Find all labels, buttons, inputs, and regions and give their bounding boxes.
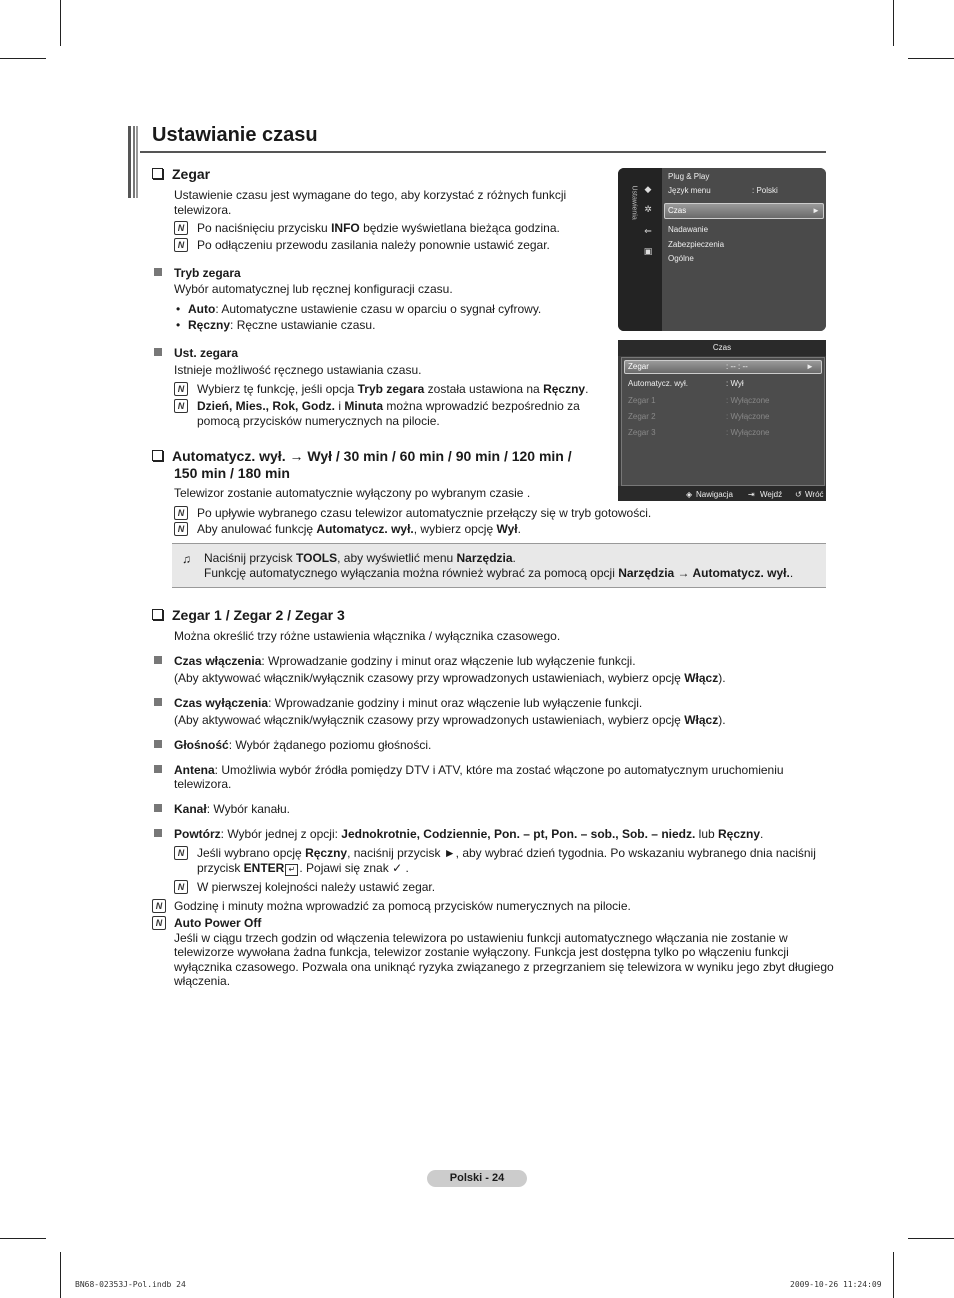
menu-item-language[interactable]: Język menu bbox=[668, 186, 711, 195]
tools-tip-line1: Naciśnij przycisk TOOLS, aby wyświetlić menu Narzędzia. bbox=[204, 551, 516, 565]
menu-item-ogolne[interactable]: Ogólne bbox=[668, 254, 694, 263]
bullet-dot: • bbox=[176, 318, 181, 332]
menu-item-nadawanie[interactable]: Nadawanie bbox=[668, 225, 709, 234]
input-icon: ⇐ bbox=[644, 226, 652, 236]
czas-row-zegar1-value: : Wyłączone bbox=[726, 396, 770, 405]
apo-line-2: telewizorze wywołana żadna funkcja, telewizor zostanie wyłączony. Funkcja jest dostępna tylko po włączeniu funkcji bbox=[174, 945, 789, 959]
czas-row-zegar2-value: : Wyłączone bbox=[726, 412, 770, 421]
checkbox-bullet-icon bbox=[152, 450, 163, 461]
support-icon: ▣ bbox=[643, 246, 653, 256]
tryb-zegara-desc: Wybór automatycznej lub ręcznej konfiguracji czasu. bbox=[174, 282, 453, 296]
footer-nav-label: Nawigacja bbox=[696, 490, 733, 499]
menu-sidebar-label: Ustawienia bbox=[630, 185, 638, 220]
czas-row-autooff[interactable]: Automatycz. wył. bbox=[628, 379, 689, 388]
auto-option: Auto: Automatyczne ustawienie czasu w oparciu o sygnał cyfrowy. bbox=[188, 302, 542, 316]
menu-arrow-icon: ► bbox=[812, 206, 820, 215]
title-decoration bbox=[128, 126, 138, 198]
section-heading-zegar123: Zegar 1 / Zegar 2 / Zegar 3 bbox=[152, 607, 345, 624]
auto-power-off-title: Auto Power Off bbox=[174, 916, 262, 930]
note-icon: N bbox=[174, 522, 188, 536]
picture-icon: ◆ bbox=[644, 184, 652, 194]
czas-row-zegar[interactable]: Zegar bbox=[628, 362, 649, 371]
zegar-note-power: Po odłączeniu przewodu zasilania należy ponownie ustawić zegar. bbox=[197, 238, 550, 252]
title-divider bbox=[140, 151, 826, 153]
section-heading-auto-off: Automatycz. wył. → Wył / 30 min / 60 min / 90 min / 120 min / bbox=[152, 448, 572, 465]
square-bullet-icon bbox=[154, 656, 162, 664]
tools-icon: ♫ bbox=[182, 552, 191, 566]
crop-mark bbox=[60, 0, 61, 46]
godziny-note: Godzinę i minuty można wprowadzić za pomocą przycisków numerycznych na pilocie. bbox=[174, 899, 631, 913]
tools-tip-line2: Funkcję automatycznego wyłączania można również wybrać za pomocą opcji Narzędzia → Automatycz. wył.. bbox=[204, 566, 794, 580]
apo-line-3: wyłącznika czasowego. Pozwala ona uniknąć ryzyka związanego z przegrzaniem się telewizora w wyniku jego zbyt długiego bbox=[174, 960, 834, 974]
page-title: Ustawianie czasu bbox=[152, 124, 318, 146]
crop-mark bbox=[893, 1252, 894, 1298]
note-icon: N bbox=[174, 399, 188, 413]
czas-row-autooff-value: : Wył bbox=[726, 379, 744, 388]
menu-item-plug-play[interactable]: Plug & Play bbox=[668, 172, 710, 181]
tryb-zegara-title: Tryb zegara bbox=[174, 266, 241, 280]
ust-zegara-desc: Istnieje możliwość ręcznego ustawiania czasu. bbox=[174, 363, 422, 377]
zegar-intro: Ustawienie czasu jest wymagane do tego, aby korzystać z różnych funkcji telewizora. bbox=[174, 188, 567, 217]
menu-highlight bbox=[664, 203, 824, 219]
ust-note-2: Dzień, Mies., Rok, Godz. i Minuta można wprowadzić bezpośrednio za pomocą przycisków numerycznych na pilocie. bbox=[197, 399, 580, 428]
note-icon: N bbox=[174, 846, 188, 860]
antena-line2: telewizora. bbox=[174, 777, 232, 791]
note-icon: N bbox=[174, 221, 188, 235]
crop-mark bbox=[60, 1252, 61, 1298]
check-icon: ✓ bbox=[392, 861, 403, 875]
note-icon: N bbox=[174, 880, 188, 894]
return-icon: ↺ bbox=[795, 490, 802, 499]
czas-row-zegar1[interactable]: Zegar 1 bbox=[628, 396, 656, 405]
note-icon: N bbox=[174, 506, 188, 520]
reczny-option: Ręczny: Ręczne ustawianie czasu. bbox=[188, 318, 376, 332]
ust-note-1: Wybierz tę funkcję, jeśli opcja Tryb zegara została ustawiona na Ręczny. bbox=[197, 382, 589, 396]
antena: Antena: Umożliwia wybór źródła pomiędzy DTV i ATV, które ma zostać włączone po automatycznym uruchomieniu bbox=[174, 763, 784, 777]
apo-line-1: Jeśli w ciągu trzech godzin od włączenia telewizora po ustawieniu funkcji automatycznego włączania nie zostanie w bbox=[174, 931, 788, 945]
footer-enter-label: Wejdź bbox=[760, 490, 783, 499]
menu-arrow-icon: ► bbox=[806, 362, 814, 371]
menu-item-czas[interactable]: Czas bbox=[668, 206, 687, 215]
czas-menu-body bbox=[621, 357, 825, 486]
square-bullet-icon bbox=[154, 740, 162, 748]
square-bullet-icon bbox=[154, 698, 162, 706]
czas-row-zegar3[interactable]: Zegar 3 bbox=[628, 428, 656, 437]
menu-item-zabezpieczenia[interactable]: Zabezpieczenia bbox=[668, 240, 725, 249]
menu-sidebar bbox=[618, 168, 662, 331]
auto-off-note-2: Aby anulować funkcję Automatycz. wył., wybierz opcję Wył. bbox=[197, 522, 521, 536]
note-icon: N bbox=[152, 916, 166, 930]
tv-settings-menu bbox=[618, 168, 826, 331]
note-icon: N bbox=[174, 238, 188, 252]
crop-mark bbox=[0, 58, 46, 59]
settings-gear-icon: ✲ bbox=[644, 204, 652, 214]
auto-off-desc: Telewizor zostanie automatycznie wyłączony po wybranym czasie . bbox=[174, 486, 531, 500]
crop-mark bbox=[908, 1238, 954, 1239]
ust-zegara-title: Ust. zegara bbox=[174, 346, 239, 360]
czas-wylaczenia: Czas wyłączenia: Wprowadzanie godziny i minut oraz włączenie lub wyłączenie funkcji. bbox=[174, 696, 643, 710]
tv-czas-menu bbox=[618, 340, 826, 501]
kanal: Kanał: Wybór kanału. bbox=[174, 802, 290, 816]
powtorz-note-2: W pierwszej kolejności należy ustawić zegar. bbox=[197, 880, 436, 894]
tools-tip-box bbox=[172, 543, 826, 588]
menu-highlight bbox=[624, 360, 822, 374]
section-heading-zegar: Zegar bbox=[152, 166, 210, 183]
square-bullet-icon bbox=[154, 829, 162, 837]
powtorz-note-1: Jeśli wybrano opcję Ręczny, naciśnij przycisk ►, aby wybrać dzień tygodnia. Po wskazaniu wybranego dnia naciśnij bbox=[197, 846, 816, 860]
czas-row-zegar2[interactable]: Zegar 2 bbox=[628, 412, 656, 421]
section-heading-auto-off-line2: 150 min / 180 min bbox=[174, 465, 290, 481]
checkbox-bullet-icon bbox=[152, 609, 163, 620]
crop-mark bbox=[908, 58, 954, 59]
czas-wlaczenia-note: (Aby aktywować włącznik/wyłącznik czasowy przy wprowadzonych ustawieniach, wybierz opcję Włącz). bbox=[174, 671, 726, 685]
apo-line-4: włączenia. bbox=[174, 974, 231, 988]
powtorz: Powtórz: Wybór jednej z opcji: Jednokrotnie, Codziennie, Pon. – pt, Pon. – sob., Sob. – niedz. lub Ręczny. bbox=[174, 827, 764, 841]
czas-row-zegar3-value: : Wyłączone bbox=[726, 428, 770, 437]
zegar123-intro: Można określić trzy różne ustawienia włącznika / wyłącznika czasowego. bbox=[174, 629, 561, 643]
czas-row-zegar-value: : -- : -- bbox=[726, 362, 748, 371]
czas-wylaczenia-note: (Aby aktywować włącznik/wyłącznik czasowy przy wprowadzonych ustawieniach, wybierz opcję Włącz). bbox=[174, 713, 726, 727]
footer-timestamp: 2009-10-26 11:24:09 bbox=[790, 1280, 882, 1289]
czas-menu-footer bbox=[618, 486, 826, 501]
note-icon: N bbox=[174, 382, 188, 396]
crop-mark bbox=[893, 0, 894, 46]
page-number: Polski - 24 bbox=[427, 1170, 527, 1187]
menu-panel bbox=[662, 168, 826, 331]
auto-off-note-1: Po upływie wybranego czasu telewizor automatycznie przełączy się w tryb gotowości. bbox=[197, 506, 652, 520]
square-bullet-icon bbox=[154, 348, 162, 356]
czas-wlaczenia: Czas włączenia: Wprowadzanie godziny i minut oraz włączenie lub wyłączenie funkcji. bbox=[174, 654, 636, 668]
glosnosc: Głośność: Wybór żądanego poziomu głośności. bbox=[174, 738, 432, 752]
menu-language-value: : Polski bbox=[752, 186, 778, 195]
enter-icon: ⇥ bbox=[748, 490, 755, 499]
footer-file: BN68-02353J-Pol.indb 24 bbox=[75, 1280, 186, 1289]
zegar-note-info: Po naciśnięciu przycisku INFO będzie wyświetlana bieżąca godzina. bbox=[197, 221, 560, 235]
crop-mark bbox=[0, 1238, 46, 1239]
footer-back-label: Wróć bbox=[805, 490, 824, 499]
checkbox-bullet-icon bbox=[152, 168, 163, 179]
powtorz-note-1-line2: przycisk ENTER ↵ . Pojawi się znak ✓ . bbox=[197, 861, 409, 875]
square-bullet-icon bbox=[154, 765, 162, 773]
square-bullet-icon bbox=[154, 268, 162, 276]
czas-menu-header: Czas bbox=[618, 340, 826, 356]
enter-icon: ↵ bbox=[285, 864, 298, 876]
bullet-dot: • bbox=[176, 302, 181, 316]
note-icon: N bbox=[152, 899, 166, 913]
navigate-icon: ◈ bbox=[686, 490, 693, 499]
square-bullet-icon bbox=[154, 804, 162, 812]
